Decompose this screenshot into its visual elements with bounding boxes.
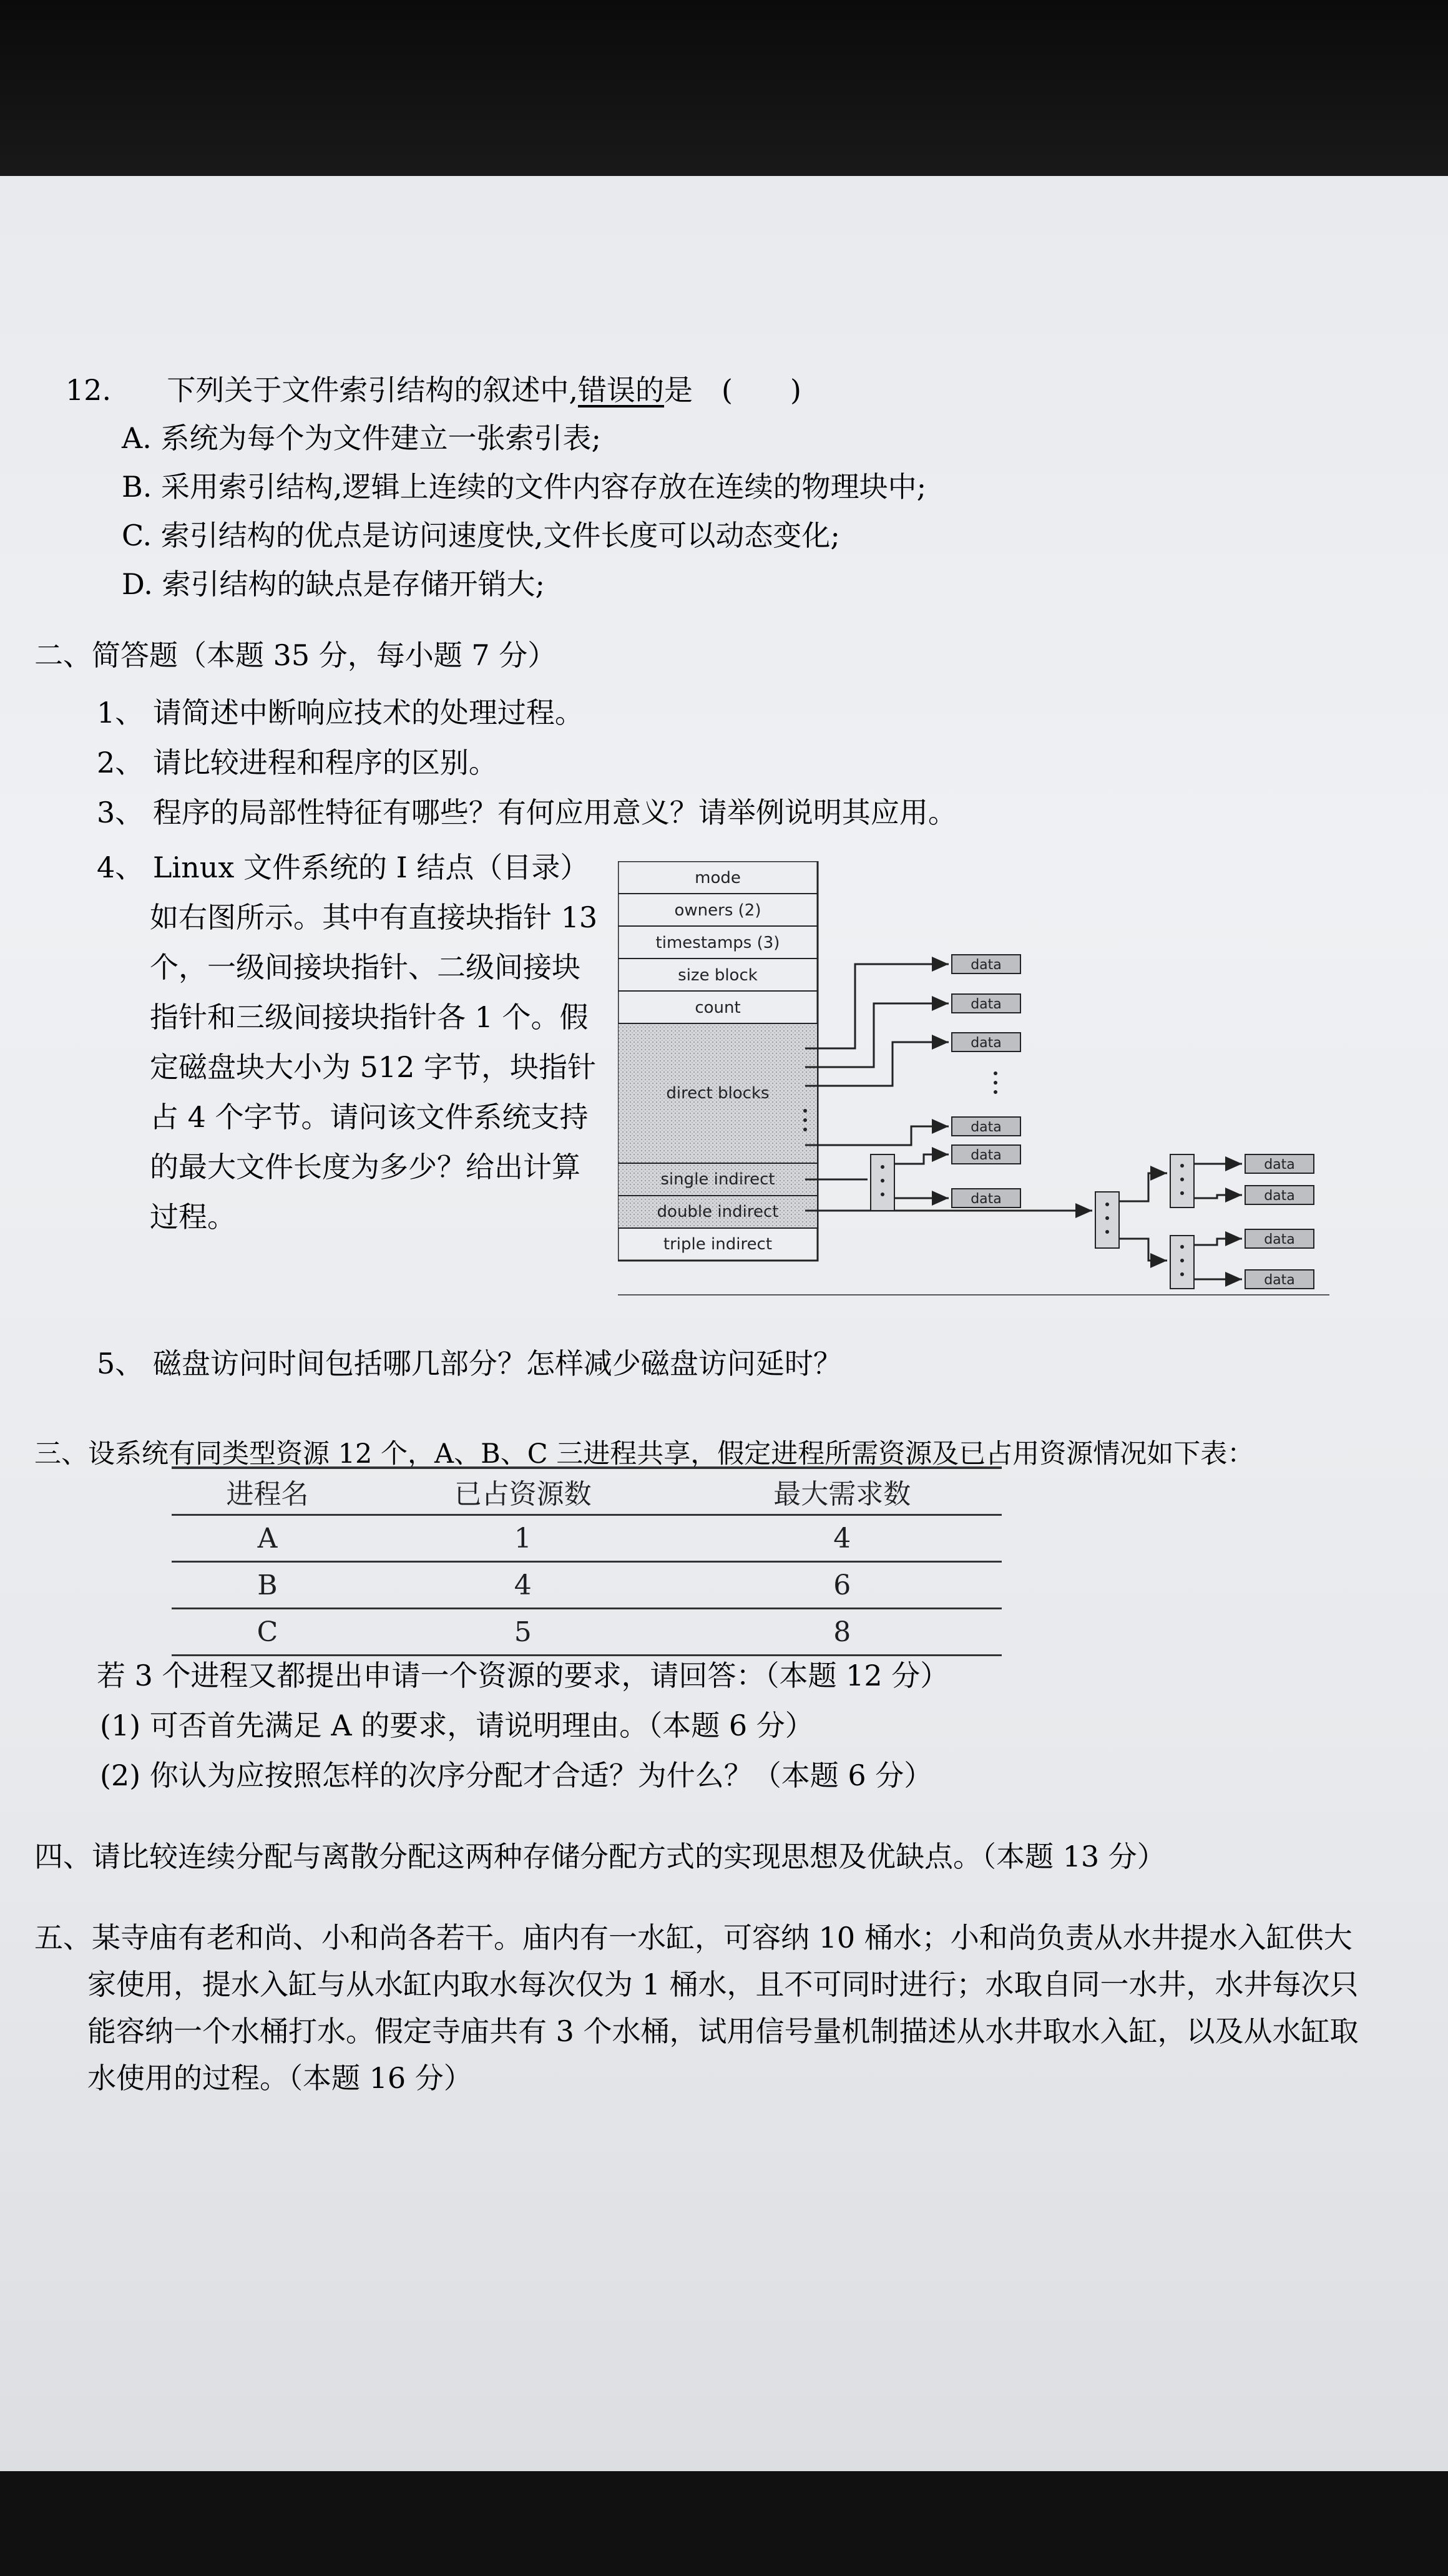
section2-q3: 3、 程序的局部性特征有哪些？有何应用意义？请举例说明其应用。 — [97, 796, 957, 829]
double-indirect-block — [1095, 1192, 1119, 1248]
double-indirect-label: double indirect — [657, 1203, 779, 1221]
cell-max-need: 8 — [682, 1609, 1002, 1656]
direct-blocks-label: direct blocks — [666, 1084, 770, 1103]
inode-box — [618, 861, 818, 1261]
section3-title: 三、设系统有同类型资源 12 个，A、B、C 三进程共享，假定进程所需资源及已占用资源情况如下表： — [34, 1438, 1255, 1470]
section5-line: 五、某寺庙有老和尚、小和尚各若干。庙内有一水缸，可容纳 10 桶水；小和尚负责从水井提水入缸供大 — [34, 1921, 1353, 1954]
data-block — [952, 1145, 1020, 1164]
data-block — [952, 994, 1020, 1013]
table-row — [172, 1562, 1002, 1609]
section2-q4-line: 如右图所示。其中有直接块指针 13 — [150, 900, 598, 934]
section2-q4-line: 4、 Linux 文件系统的 I 结点（目录） — [97, 851, 589, 884]
cell-process: A — [172, 1515, 363, 1562]
cell-process: C — [172, 1609, 363, 1656]
section2-q4-line: 定磁盘块大小为 512 字节，块指针 — [150, 1050, 597, 1084]
inode-field-timestamps: timestamps (3) — [655, 934, 780, 952]
indirect-block — [1170, 1154, 1194, 1208]
data-ellipsis — [994, 1071, 997, 1094]
table-row — [172, 1515, 1002, 1562]
data-block — [952, 955, 1020, 973]
data-block — [952, 1117, 1020, 1136]
single-indirect-lines — [894, 1154, 949, 1198]
q12-stem-text: 下列关于文件索引结构的叙述中, — [167, 373, 579, 407]
q12-stem — [66, 371, 801, 409]
data-block — [1245, 1270, 1314, 1289]
data-block — [1245, 1154, 1314, 1173]
header-process-name: 进程名 — [172, 1468, 363, 1515]
cell-allocated: 4 — [363, 1562, 683, 1609]
q12-option-b: B. 采用索引结构,逻辑上连续的文件内容存放在连续的物理块中; — [122, 470, 927, 504]
data-block-label: data — [971, 1148, 1002, 1163]
data-block — [1245, 1186, 1314, 1204]
direct-pointer-lines — [805, 964, 1092, 1211]
section2-q1: 1、 请简述中断响应技术的处理过程。 — [97, 696, 584, 729]
section5-line: 家使用，提水入缸与从水缸内取水每次仅为 1 桶水，且不可同时进行；水取自同一水井，水井每次只 — [87, 1968, 1359, 2001]
background-shadow — [0, 0, 1448, 187]
section2-q4-line: 指针和三级间接块指针各 1 个。假 — [150, 1000, 589, 1034]
leaf-pointer-lines — [1194, 1164, 1242, 1279]
cell-allocated: 1 — [363, 1515, 683, 1562]
data-block-label: data — [1264, 1157, 1295, 1173]
background-bottom — [0, 2471, 1448, 2576]
header-max-need: 最大需求数 — [682, 1468, 1002, 1515]
q12-number: 12. — [66, 373, 112, 407]
inode-diagram-svg — [618, 861, 1329, 1298]
inode-field-mode: mode — [695, 869, 741, 887]
data-block-label: data — [1264, 1272, 1295, 1288]
single-indirect-label: single indirect — [660, 1170, 775, 1189]
section3-intro: 若 3 个进程又都提出申请一个资源的要求，请回答：（本题 12 分） — [97, 1659, 949, 1692]
data-block-label: data — [971, 997, 1002, 1012]
data-block — [952, 1033, 1020, 1051]
data-block-label: data — [971, 1120, 1002, 1135]
inode-field-count: count — [695, 998, 741, 1017]
q12-stem-emphasis: 错误的 — [578, 373, 665, 407]
table-row — [172, 1609, 1002, 1656]
section2-q4-line: 个，一级间接块指针、二级间接块 — [150, 950, 580, 984]
cell-process: B — [172, 1562, 363, 1609]
section3-sub1: (1) 可否首先满足 A 的要求，请说明理由。（本题 6 分） — [100, 1709, 814, 1742]
section2-title: 二、简答题（本题 35 分，每小题 7 分） — [34, 638, 557, 672]
section2-q2: 2、 请比较进程和程序的区别。 — [97, 746, 497, 779]
cell-allocated: 5 — [363, 1609, 683, 1656]
cell-max-need: 6 — [682, 1562, 1002, 1609]
section2-q4-line: 的最大文件长度为多少？给出计算 — [150, 1150, 580, 1184]
inode-field-size-block: size block — [678, 966, 758, 985]
triple-indirect-label: triple indirect — [663, 1235, 773, 1254]
section5-line: 能容纳一个水桶打水。假定寺庙共有 3 个水桶，试用信号量机制描述从水井取水入缸，以及从水缸取 — [87, 2014, 1359, 2048]
data-block-label: data — [971, 1191, 1002, 1207]
single-indirect-block — [871, 1154, 894, 1211]
cell-max-need: 4 — [682, 1515, 1002, 1562]
data-block — [952, 1189, 1020, 1208]
data-block — [1245, 1229, 1314, 1248]
data-block-label: data — [1264, 1232, 1295, 1247]
inode-field-owners: owners (2) — [674, 901, 761, 920]
q12-stem-tail: 是 ( ) — [664, 373, 801, 407]
q12-option-d: D. 索引结构的缺点是存储开销大; — [122, 567, 545, 601]
data-block-label: data — [971, 957, 1002, 973]
q12-option-c: C. 索引结构的优点是访问速度快,文件长度可以动态变化; — [122, 519, 840, 552]
section2-q4-line: 过程。 — [150, 1200, 236, 1234]
section3-sub2: (2) 你认为应按照怎样的次序分配才合适？为什么？（本题 6 分） — [100, 1759, 933, 1792]
q12-option-a: A. 系统为每个为文件建立一张索引表; — [122, 421, 601, 455]
resource-table — [172, 1466, 1002, 1656]
double-indirect-lines — [1119, 1173, 1167, 1261]
section2-q4-line: 占 4 个字节。请问该文件系统支持 — [150, 1100, 589, 1134]
section5-line: 水使用的过程。（本题 16 分） — [87, 2061, 472, 2095]
section4-title: 四、请比较连续分配与离散分配这两种存储分配方式的实现思想及优缺点。（本题 13 分） — [34, 1840, 1166, 1873]
section2-q5: 5、 磁盘访问时间包括哪几部分？怎样减少磁盘访问延时？ — [97, 1347, 842, 1380]
indirect-block — [1170, 1236, 1194, 1289]
data-block-label: data — [971, 1035, 1002, 1051]
inode-diagram — [618, 861, 1329, 1298]
header-allocated: 已占资源数 — [363, 1468, 683, 1515]
table-header-row — [172, 1468, 1002, 1515]
data-block-label: data — [1264, 1188, 1295, 1204]
